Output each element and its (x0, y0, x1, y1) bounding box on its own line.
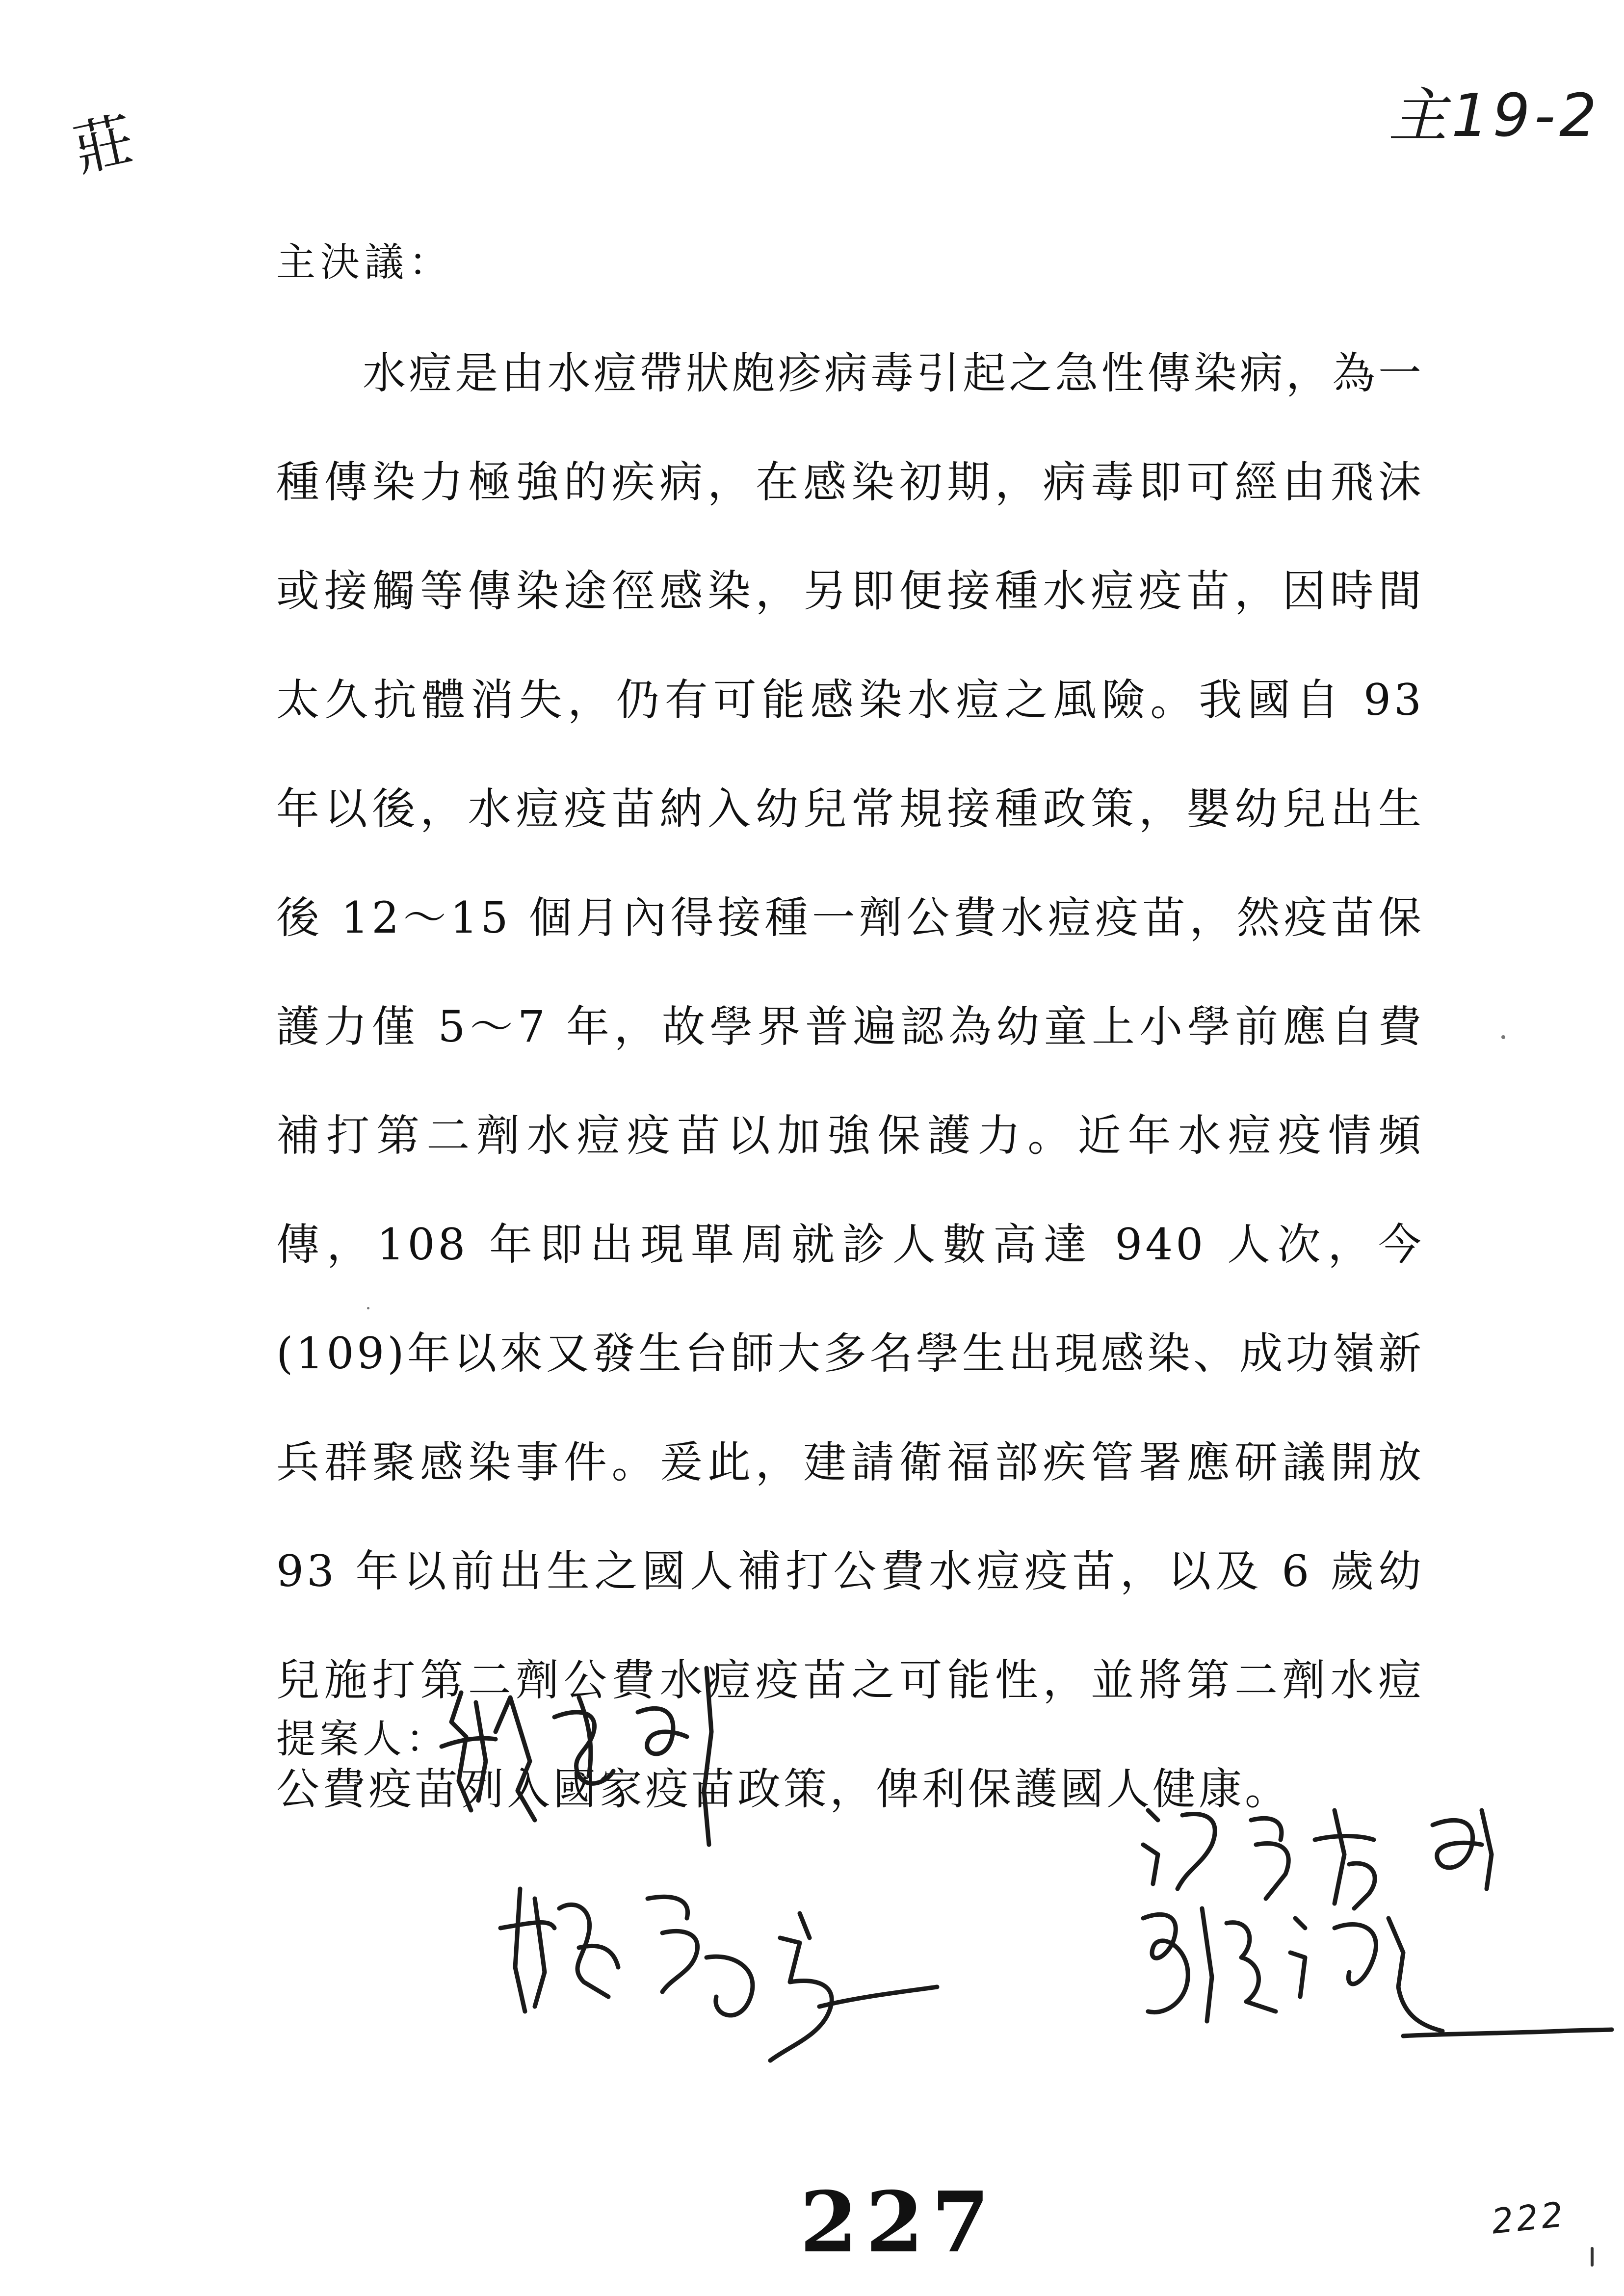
signature-2 (486, 1869, 947, 2080)
handwritten-document-code: 主19-2 (1388, 82, 1601, 150)
scan-speck (367, 1307, 369, 1309)
handwritten-corner-mark: 莊 (68, 105, 140, 185)
signature-1 (432, 1634, 736, 1859)
scan-speck (1501, 1035, 1505, 1039)
scan-speck (1591, 2247, 1594, 2267)
resolution-title: 主決議： (276, 239, 453, 285)
handwritten-stamp-number: 222 (1490, 2194, 1568, 2242)
resolution-body: 水痘是由水痘帶狀皰疹病毒引起之急性傳染病，為一種傳染力極強的疾病，在感染初期，病毒即可經由飛沫或接觸等傳染途徑感染，另即便接種水痘疫苗，因時間太久抗體消失，仍有可能感染水痘之風險。我國自 93 年以後，水痘疫苗納入幼兒常規接種政策，嬰幼兒出生後 12～15 個月內得接種一劑公費水痘疫苗，然疫苗保護力僅 5～7 年，故學界普遍認為幼童上小學前應自費補打第二劑水痘疫苗以加強保護力。近年水痘疫情頻傳，108 年即出現單周就診人數高達 940 人次，今(109)年以來又發生台師大多名學生出現感染、成功嶺新兵群聚感染事件。爰此，建請衛福部疾管署應研議開放 93 年以前出生之國人補打公費水痘疫苗，以及 6 歲幼兒施打第二劑公費水痘疫苗之可能性，並將第二劑水痘公費疫苗列入國家疫苗政策，俾利保護國人健康。 (276, 348, 1424, 1814)
signature-4 (1128, 1889, 1614, 2095)
proposer-label: 提案人： (276, 1716, 449, 1762)
page-number: 227 (800, 2173, 997, 2271)
